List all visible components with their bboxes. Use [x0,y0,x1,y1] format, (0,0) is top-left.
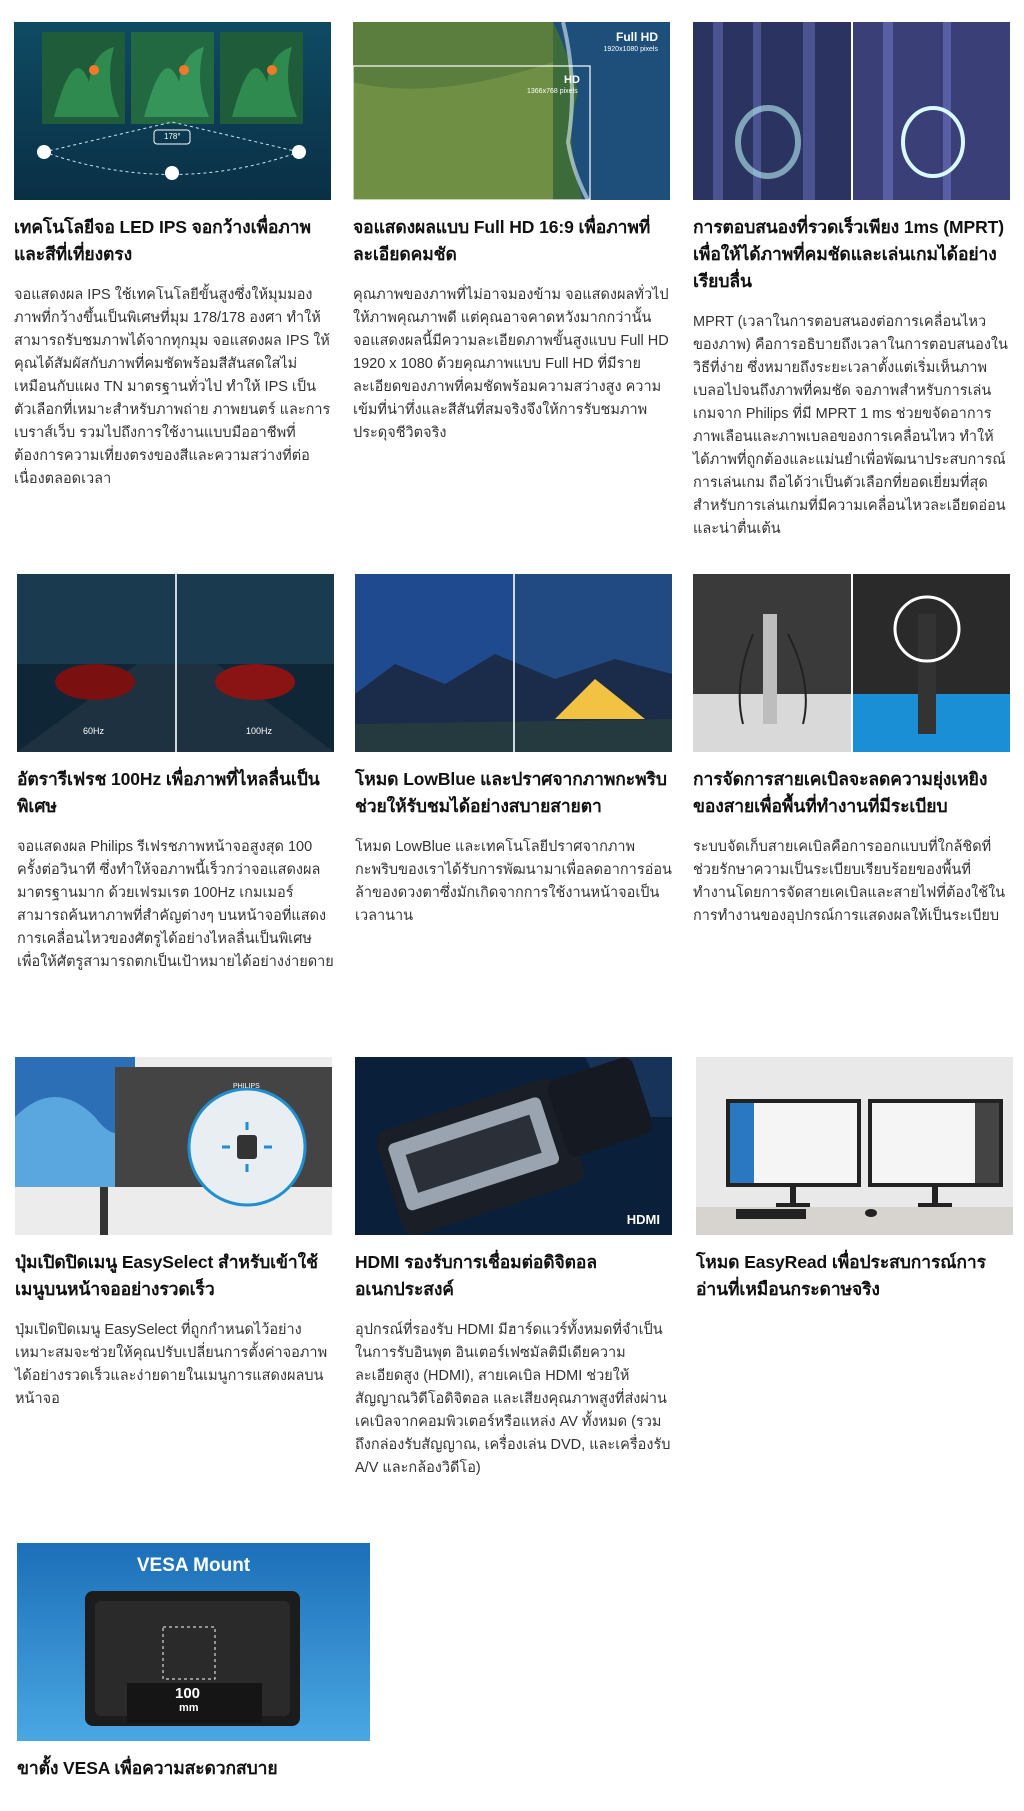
fullhd-label: Full HD [616,30,658,44]
ips-wide-view-image [14,22,331,200]
feature-body: MPRT (เวลาในการตอบสนองต่อการเคลื่อนไหวของภาพ) คือการอธิบายถึงเวลาในการตอบสนองในวิธีที่ง่าย ซึ่งหมายถึงระยะเวลาตั้งแต่เริ่มเห็นภาพเบลอไปจนถึงภาพที่คมชัด จอภาพสำหรับการเล่นเกมจาก Philips ที่มี MPRT 1 ms ช่วยขจัดอาการภาพเลือนและภาพเบลอของการเคลื่อนไหว ทำให้ได้ภาพที่ถูกต้องและแม่นยำเพื่อพัฒนาประสบการณ์การเล่นเกม ถือได้ว่าเป็นตัวเลือกที่ยอดเยี่ยมที่สุดสำหรับการเล่นเกมที่มีความเคลื่อนไหวละเอียดอ่อนและน่าตื่นเต้น [693,314,1008,537]
feature-card-lowblue [355,574,672,928]
feature-title: ขาตั้ง VESA เพื่อความสะดวกสบาย [17,1758,278,1778]
hdmi-badge-label: HDMI [626,1212,660,1227]
feature-card-fullhd [353,22,670,445]
fullhd-resolution-image [353,22,670,200]
feature-card-easyselect [15,1057,332,1411]
feature-card-ips [14,22,331,491]
feature-body: คุณภาพของภาพที่ไม่อาจมองข้าม จอแสดงผลทั่วไปให้ภาพคุณภาพดี แต่คุณอาจคาดหวังมากกว่านั้น จอแสดงผลนี้มีความละเอียดภาพขั้นสูงแบบ Full HD 1920 x 1080 ด้วยคุณภาพแบบ Full HD ที่มีรายละเอียดของภาพที่คมชัดพร้อมความสว่างสูง ความเข้มที่น่าทึ่งและสีสันที่สมจริงจึงให้การรับชมภาพประดุจชีวิตจริง [353,287,669,441]
refresh-rate-image [17,574,334,752]
feature-title: การตอบสนองที่รวดเร็วเพียง 1ms (MPRT) เพื่อให้ได้ภาพที่คมชัดและเล่นเกมได้อย่างเรียบลื่น [693,217,1004,291]
100hz-label: 100Hz [246,726,273,736]
vesa-title-label: VESA Mount [136,1555,251,1576]
vesa-size-label: 100 [175,1685,201,1702]
angle-label: 178° [164,132,181,141]
vesa-mount-image [17,1543,370,1741]
vesa-unit-label: mm [179,1702,199,1714]
feature-title: HDMI รองรับการเชื่อมต่อดิจิตอลอเนกประสงค์ [355,1252,597,1299]
feature-card-100hz [17,574,334,974]
feature-body: อุปกรณ์ที่รองรับ HDMI มีฮาร์ดแวร์ทั้งหมดที่จำเป็นในการรับอินพุต อินเตอร์เฟซมัลติมีเดียความละเอียดสูง (HDMI), สายเคเบิล HDMI ช่วยให้สัญญาณวิดีโอดิจิตอล และเสียงคุณภาพสูงที่ส่งผ่านเคเบิลจากคอมพิวเตอร์หรือแหล่ง AV ทั้งหมด (รวมถึงกล่องรับสัญญาณ, เครื่องเล่น DVD, และเครื่องรับ A/V และกล้องวิดีโอ) [355,1322,671,1476]
feature-card-vesa [17,1543,370,1782]
feature-body: จอแสดงผล Philips รีเฟรชภาพหน้าจอสูงสุด 100 ครั้งต่อวินาที ซึ่งทำให้จอภาพนี้เร็วกว่าจอแสดงผลมาตรฐานมาก ด้วยเฟรมเรต 100Hz เกมเมอร์สามารถค้นหาภาพที่สำคัญต่างๆ บนหน้าจอที่แสดงการเคลื่อนไหวของศัตรูได้อย่างไหลลื่นเป็นพิเศษ เพื่อให้ศัตรูสามารถตกเป็นเป้าหมายได้อย่างง่ายดาย [17,839,334,970]
hdmi-image [355,1057,672,1235]
60hz-label: 60Hz [83,726,105,736]
feature-title: โหมด LowBlue และปราศจากภาพกะพริบช่วยให้รับชมได้อย่างสบายสายตา [355,769,667,816]
feature-body: ระบบจัดเก็บสายเคเบิลคือการออกแบบที่ใกล้ชิดที่ช่วยรักษาความเป็นระเบียบเรียบร้อยของพื้นที่ทำงานโดยการจัดสายเคเบิลและสายไฟที่ต้องใช้ในการทำงานของอุปกรณ์การแสดงผลให้เป็นระเบียบ [693,839,1006,924]
feature-card-hdmi [355,1057,672,1480]
hd-pixels-label: 1366x768 pixels [527,88,578,95]
cable-management-image [693,574,1010,752]
feature-title: อัตรารีเฟรช 100Hz เพื่อภาพที่ไหลลื่นเป็นพิเศษ [17,769,320,816]
philips-logo-label: PHILIPS [233,1083,260,1090]
feature-body: ปุ่มเปิดปิดเมนู EasySelect ที่ถูกกำหนดไว้อย่างเหมาะสมจะช่วยให้คุณปรับเปลี่ยนการตั้งค่าจอภาพได้อย่างรวดเร็วและง่ายดายในเมนูการแสดงผลบนหน้าจอ [15,1322,328,1407]
hd-label: HD [564,74,580,86]
easyread-image [696,1057,1013,1235]
feature-title: จอแสดงผลแบบ Full HD 16:9 เพื่อภาพที่ละเอียดคมชัด [353,217,651,264]
lowblue-image [355,574,672,752]
feature-body: จอแสดงผล IPS ใช้เทคโนโลยีขั้นสูงซึ่งให้มุมมองภาพที่กว้างขึ้นเป็นพิเศษที่มุม 178/178 องศา ทำให้สามารถรับชมภาพได้จากทุกมุม จอแสดงผล IPS ให้คุณได้สัมผัสกับภาพที่คมชัดพร้อมสีสันสดใสไม่เหมือนกับแผง TN มาตรฐานทั่วไป ทำให้ IPS เป็นตัวเลือกที่เหมาะสำหรับภาพถ่าย ภาพยนตร์ และการเบราส์เว็บ รวมไปถึงการใช้งานแบบมืออาชีพที่ต้องการความเที่ยงตรงของสีและความสว่างที่ต่อเนื่องตลอดเวลา [14,287,331,487]
feature-card-mprt [693,22,1010,541]
feature-title: โหมด EasyRead เพื่อประสบการณ์การอ่านที่เหมือนกระดาษจริง [696,1252,986,1299]
feature-body: โหมด LowBlue และเทคโนโลยีปราศจากภาพกะพริบของเราได้รับการพัฒนามาเพื่อลดอาการอ่อนล้าของดวงตาซึ่งมักเกิดจากการใช้งานหน้าจอเป็นเวลานาน [355,839,672,924]
fullhd-pixels-label: 1920x1080 pixels [603,46,658,53]
feature-title: ปุ่มเปิดปิดเมนู EasySelect สำหรับเข้าใช้เมนูบนหน้าจออย่างรวดเร็ว [15,1252,318,1299]
feature-title: การจัดการสายเคเบิลจะลดความยุ่งเหยิงของสายเพื่อพื้นที่ทำงานที่มีระเบียบ [693,769,988,816]
feature-card-easyread [696,1057,1013,1303]
feature-card-cable [693,574,1010,928]
easyselect-image [15,1057,332,1235]
mprt-motion-image [693,22,1010,200]
feature-title: เทคโนโลยีจอ LED IPS จอกว้างเพื่อภาพและสีที่เที่ยงตรง [14,217,311,264]
